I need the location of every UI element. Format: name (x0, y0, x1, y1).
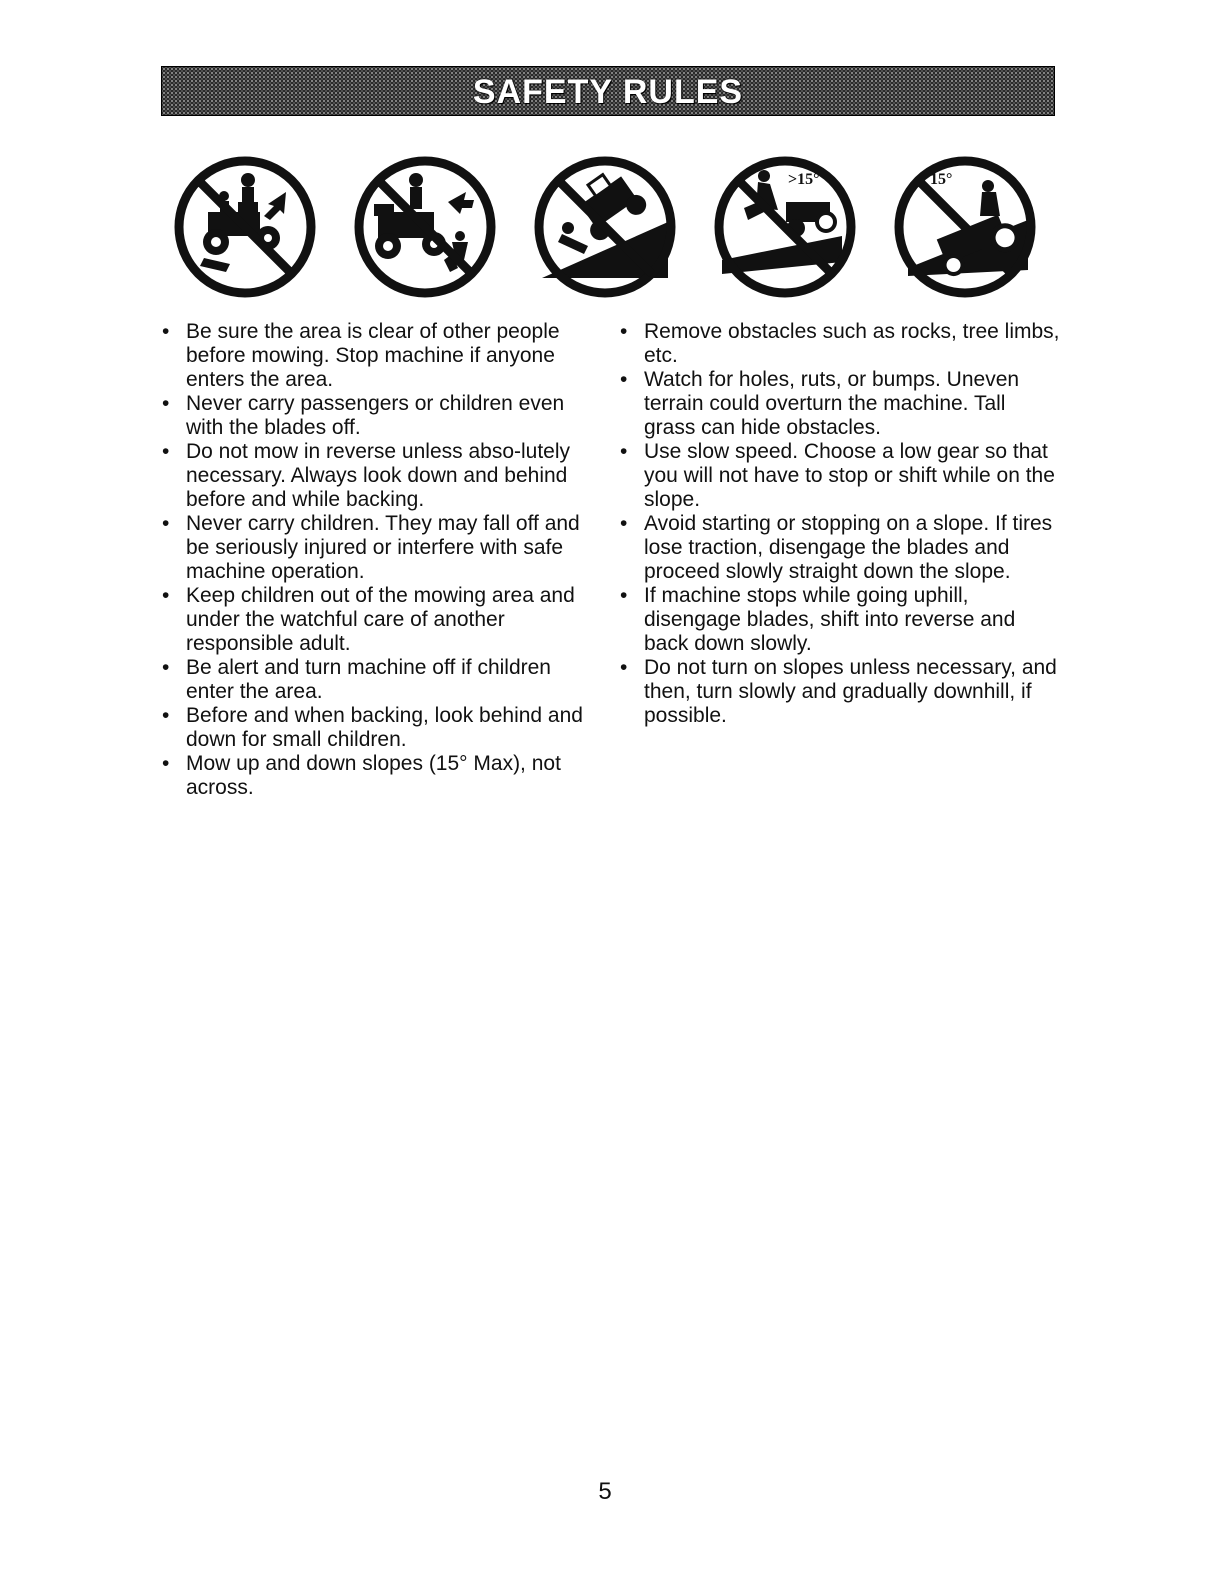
list-item: • If machine stops while going uphill, disengage blades, shift into reverse and back down slowly. (620, 584, 1060, 656)
list-item: • Keep children out of the mowing area and under the watchful care of another responsible adult. (162, 584, 602, 656)
list-item: • Avoid starting or stopping on a slope. If tires lose traction, disengage the blades and proceed slowly straight down the slope. (620, 512, 1060, 584)
no-riders-icon (168, 150, 322, 304)
list-item: • Never carry passengers or children even with the blades off. (162, 392, 602, 440)
list-item: • Use slow speed. Choose a low gear so that you will not have to stop or shift while on the slope. (620, 440, 1060, 512)
left-rules-list (162, 320, 602, 800)
slope-angle-label: >15° (788, 171, 820, 188)
list-item: • Watch for holes, ruts, or bumps. Uneven terrain could overturn the machine. Tall grass can hide obstacles. (620, 368, 1060, 440)
no-overturn-slope-icon (528, 150, 682, 304)
list-item: • Do not mow in reverse unless abso-lutely necessary. Always look down and behind before and while backing. (162, 440, 602, 512)
page-number: 5 (598, 1478, 612, 1505)
list-item: • Remove obstacles such as rocks, tree limbs, etc. (620, 320, 1060, 368)
safety-icons-row (160, 150, 1060, 306)
no-reverse-children-icon (348, 150, 502, 304)
list-item: • Mow up and down slopes (15° Max), not across. (162, 752, 602, 800)
max-slope-15-icon (708, 150, 862, 304)
right-rules-list (620, 320, 1060, 728)
list-item: • Be alert and turn machine off if children enter the area. (162, 656, 602, 704)
section-banner (161, 66, 1055, 116)
list-item: • Never carry children. They may fall off and be seriously injured or interfere with safe machine operation. (162, 512, 602, 584)
list-item: • Do not turn on slopes unless necessary, and then, turn slowly and gradually downhill, if possible. (620, 656, 1060, 728)
list-item: • Before and when backing, look behind and down for small children. (162, 704, 602, 752)
page-title: SAFETY RULES (472, 73, 744, 111)
list-item: • Be sure the area is clear of other people before mowing. Stop machine if anyone enters the area. (162, 320, 602, 392)
no-steep-slope-icon (888, 150, 1042, 304)
slope-angle-label: 15° (930, 171, 953, 188)
